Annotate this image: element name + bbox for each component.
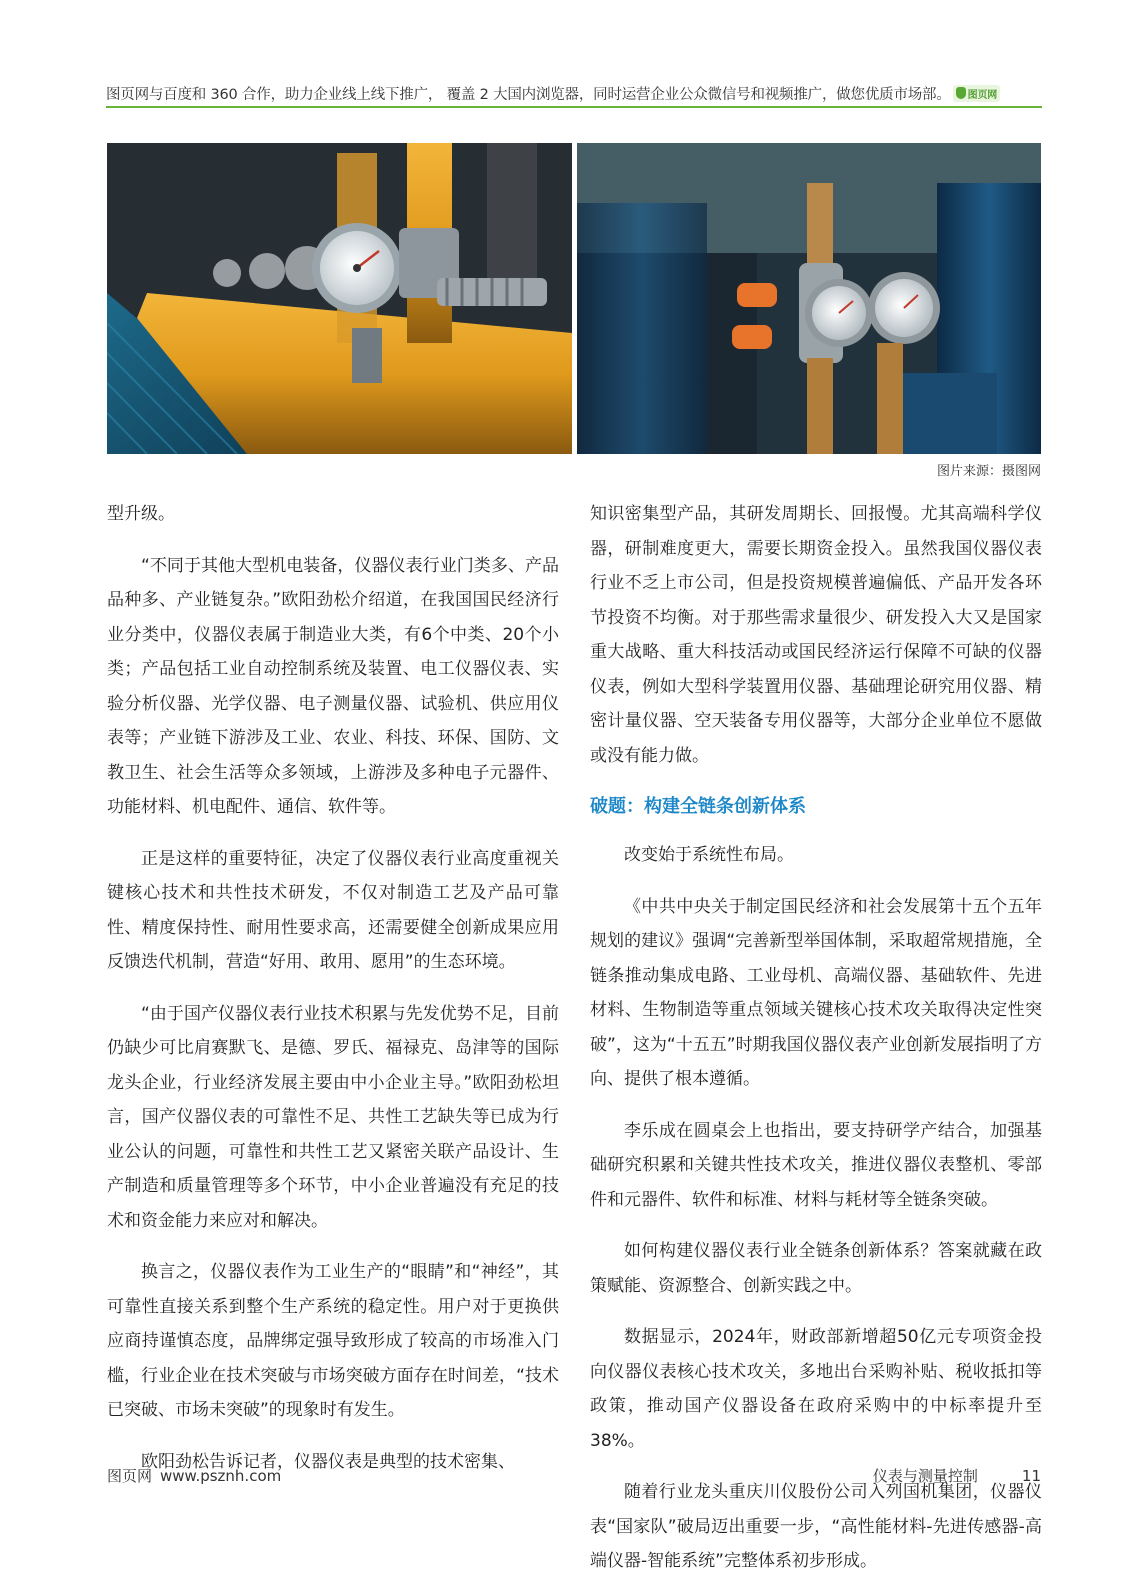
paragraph: 《中共中央关于制定国民经济和社会发展第十五个五年规划的建议》强调“完善新型举国体制，采取超常规措施，全链条推动集成电路、工业母机、高端仪器、基础软件、先进材料、生物制造等重点领域关键核心技术攻关取得决定性突破”，这为“十五五”时期我国仪器仪表产业创新发展指明了方向、提供了根本遵循。 (590, 896, 1042, 1089)
header-banner (106, 80, 1042, 106)
footer-site-link[interactable]: www.psznh.com (160, 1467, 282, 1485)
footer-section-name: 仪表与测量控制 (872, 1467, 978, 1485)
paragraph: 数据显示，2024年，财政部新增超50亿元专项资金投向仪器仪表核心技术攻关，多地出台采购补贴、税收抵扣等政策，推动国产仪器设备在政府采购中的中标率提升至38%。 (590, 1327, 1042, 1451)
footer-brand (107, 1465, 281, 1486)
article-column-right (590, 497, 1042, 1596)
photo-credit: 图片来源：摄图网 (936, 464, 1041, 479)
footer-section (873, 1465, 1041, 1486)
banner-text: 图页网与百度和 360 合作，助力企业线上线下推广， 覆盖 2 大国内浏览器，同时运营企业公众微信号和视频推广，做您优质市场部。 (106, 86, 951, 103)
paragraph: 型升级。 (107, 504, 175, 524)
paragraph: “不同于其他大型机电装备，仪器仪表行业门类多、产品品种多、产业链复杂。”欧阳劲松介绍道，在我国国民经济行业分类中，仪器仪表属于制造业大类，有6个中类、20个小类；产品包括工业自动控制系统及装置、电工仪器仪表、实验分析仪器、光学仪器、电子测量仪器、试验机、供应用仪表等；产业链下游涉及工业、农业、科技、环保、国防、文教卫生、社会生活等众多领域，上游涉及多种电子元器件、功能材料、机电配件、通信、软件等。 (107, 555, 559, 817)
paragraph: 知识密集型产品，其研发周期长、回报慢。尤其高端科学仪器，研制难度更大，需要长期资金投入。虽然我国仪器仪表行业不乏上市公司，但是投资规模普遍偏低、产品开发各环节投资不均衡。对于那些需求量很少、研发投入大又是国家重大战略、重大科技活动或国民经济运行保障不可缺的仪器仪表，例如大型科学装置用仪器、基础理论研究用仪器、精密计量仪器、空天装备专用仪器等，大部分企业单位不愿做或没有能力做。 (590, 504, 1042, 766)
paragraph: 改变始于系统性布局。 (624, 845, 794, 865)
paragraph: 如何构建仪器仪表行业全链条创新体系？答案就藏在政策赋能、资源整合、创新实践之中。 (590, 1241, 1042, 1296)
paragraph: “由于国产仪器仪表行业技术积累与先发优势不足，目前仍缺少可比肩赛默飞、是德、罗氏、福禄克、岛津等的国际龙头企业，行业经济发展主要由中小企业主导。”欧阳劲松坦言，国产仪器仪表的可靠性不足、共性工艺缺失等已成为行业公认的问题，可靠性和共性工艺又紧密关联产品设计、生产制造和质量管理等多个环节，中小企业普遍没有充足的技术和资金能力来应对和解决。 (107, 1003, 559, 1231)
paragraph: 正是这样的重要特征，决定了仪器仪表行业高度重视关键核心技术和共性技术研发，不仅对制造工艺及产品可靠性、精度保持性、耐用性要求高，还需要健全创新成果应用反馈迭代机制，营造“好用、敢用、愿用”的生态环境。 (107, 848, 559, 972)
paragraph: 换言之，仪器仪表作为工业生产的“眼睛”和“神经”，其可靠性直接关系到整个生产系统的稳定性。用户对于更换供应商持谨慎态度，品牌绑定强导致形成了较高的市场准入门槛，行业企业在技术突破与市场突破方面存在时间差，“技术已突破、市场未突破”的现象时有发生。 (107, 1262, 559, 1420)
paragraph: 欧阳劲松告诉记者，仪器仪表是典型的技术密集、 (141, 1451, 515, 1472)
site-logo[interactable] (953, 85, 1000, 102)
photo-left-illustration (107, 143, 572, 454)
photo-gas-regulator-gauges (577, 143, 1041, 454)
footer-brand-name: 图页网 (107, 1467, 153, 1485)
photo-pressure-gauges-pipes (107, 143, 572, 454)
paragraph: 随着行业龙头重庆川仪股份公司入列国机集团，仪器仪表“国家队”破局迈出重要一步，“高性能材料-先进传感器-高端仪器-智能系统”完整体系初步形成。 (590, 1482, 1042, 1571)
section-heading: 破题：构建全链条创新体系 (590, 796, 806, 817)
photo-right-illustration (577, 143, 1041, 454)
header-rule (106, 106, 1042, 108)
paragraph: 李乐成在圆桌会上也指出，要支持研学产结合，加强基础研究积累和关键共性技术攻关，推进仪器仪表整机、零部件和元器件、软件和标准、材料与耗材等全链条突破。 (590, 1120, 1042, 1210)
article-column-left (107, 497, 559, 1496)
logo-text: 图页网 (967, 89, 998, 101)
page-number: 11 (1021, 1467, 1041, 1485)
logo-icon (956, 87, 966, 99)
